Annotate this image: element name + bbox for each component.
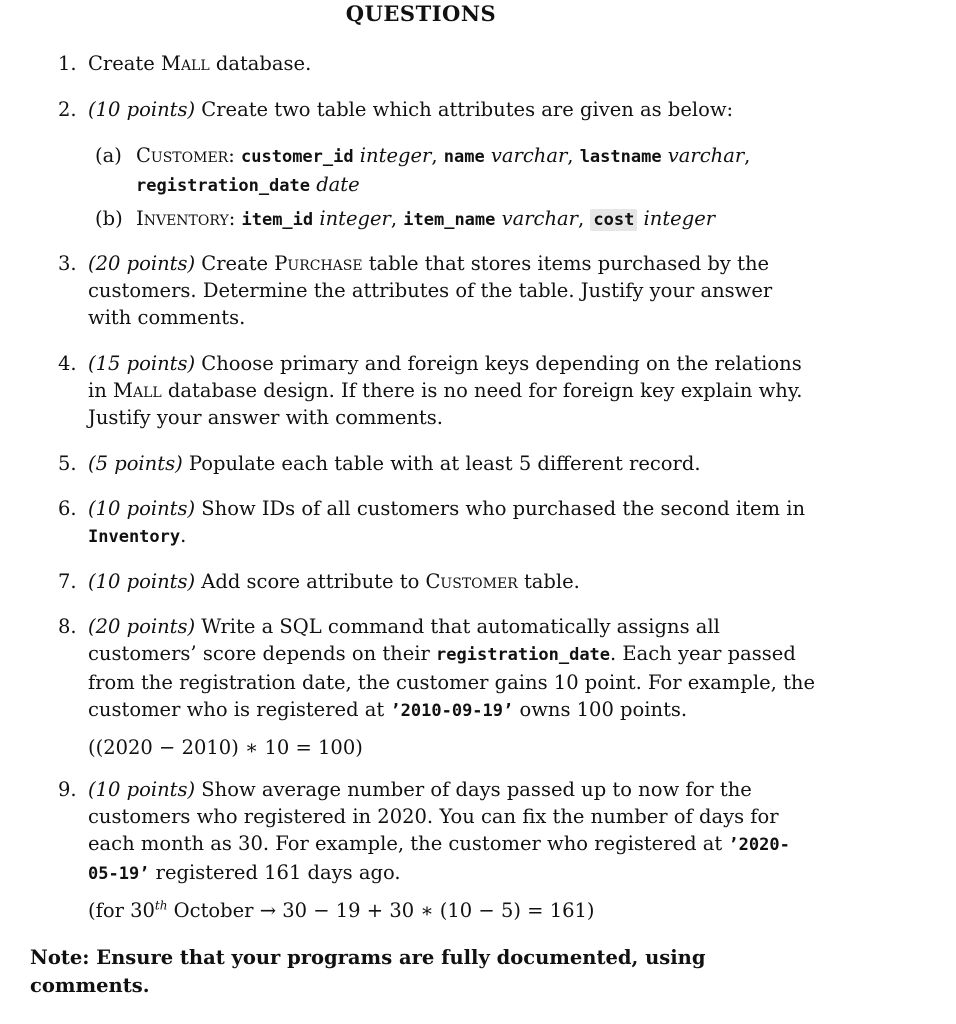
points-label: (10 points) — [88, 778, 196, 801]
points-label: (10 points) — [88, 570, 196, 593]
question-number: 6. — [58, 497, 77, 520]
table-name: Purchase — [274, 252, 363, 275]
separator: , — [431, 144, 444, 167]
question-text: registered 161 days ago. — [149, 861, 401, 884]
subquestion-label: (b) — [95, 207, 123, 230]
question-text: table that stores items purchased by the customers. Determine the attributes of the table. Justify your answer with comments. — [88, 252, 773, 329]
points-label: (10 points) — [88, 497, 196, 520]
question-text: table. — [517, 570, 580, 593]
field-type: varchar — [661, 144, 745, 167]
question-3 — [58, 250, 818, 331]
question-number: 4. — [58, 352, 77, 375]
formula — [88, 897, 818, 924]
subquestion-label: (a) — [95, 144, 122, 167]
punctuation: . — [180, 524, 187, 547]
field-name: customer_id — [241, 147, 354, 167]
table-name: Customer — [425, 570, 518, 593]
question-4 — [58, 350, 818, 431]
note-text: Ensure that your programs are fully documented, using comments. — [30, 946, 706, 997]
separator: , — [390, 207, 404, 230]
field-name: registration_date — [136, 176, 310, 196]
note-label: Note: — [30, 946, 90, 969]
formula: ((2020 − 2010) ∗ 10 = 100) — [88, 736, 363, 759]
note — [30, 944, 820, 1000]
database-name: Mall — [160, 52, 210, 75]
question-number: 5. — [58, 452, 77, 475]
question-2 — [58, 96, 818, 123]
field-type: varchar — [495, 207, 578, 230]
question-text: . Each year passed from the registration date, the customer gains 10 point. For example, the customer who is registered at — [88, 642, 816, 721]
question-6 — [58, 495, 818, 551]
field-type: varchar — [484, 144, 568, 167]
field-type: date — [310, 173, 360, 196]
question-number: 8. — [58, 615, 77, 638]
separator: : — [228, 207, 242, 230]
field-name-highlighted: cost — [590, 209, 637, 231]
question-text: Write a SQL command that automatically assigns all customers’ score depends on their — [88, 615, 720, 665]
table-name: Customer — [136, 144, 229, 167]
question-text: database design. If there is no need for foreign key explain why. Justify your answer with comments. — [88, 379, 803, 429]
question-5 — [58, 450, 818, 477]
question-8 — [58, 613, 818, 761]
question-9 — [58, 776, 818, 924]
formula-part: October → 30 − 19 + 30 ∗ (10 − 5) = 161) — [167, 899, 595, 922]
question-text: Create — [88, 52, 161, 75]
formula-part: (for 30 — [88, 899, 155, 922]
question-number: 1. — [58, 52, 77, 75]
question-7 — [58, 568, 818, 595]
question-number: 2. — [58, 98, 77, 121]
question-text: database. — [209, 52, 312, 75]
question-text: Show IDs of all customers who purchased the second item in — [195, 497, 806, 520]
code-inline: ’2010-09-19’ — [390, 701, 514, 721]
field-type: integer — [637, 207, 716, 230]
subquestion-b — [95, 205, 835, 234]
formula-superscript: th — [154, 898, 168, 913]
field-name: registration_date — [436, 645, 611, 665]
field-name: item_name — [403, 210, 496, 230]
question-text: Create two table which attributes are given as below: — [195, 98, 734, 121]
points-label: (20 points) — [88, 615, 196, 638]
separator: , — [577, 207, 591, 230]
separator: , — [744, 144, 751, 167]
question-number: 7. — [58, 570, 77, 593]
page-title: QUESTIONS — [345, 1, 497, 26]
points-label: (15 points) — [88, 352, 196, 375]
question-text: Populate each table with at least 5 different record. — [182, 452, 701, 475]
code-inline: Inventory — [88, 527, 181, 547]
question-1 — [58, 50, 818, 77]
points-label: (20 points) — [88, 252, 196, 275]
question-text: owns 100 points. — [513, 698, 688, 721]
field-name: item_id — [241, 210, 314, 230]
database-name: Mall — [113, 379, 162, 402]
question-text: Show average number of days passed up to now for the customers who registered in 2020. You can fix the number of days for each month as 30. For example, the customer who registered at — [88, 778, 779, 855]
field-name: name — [443, 147, 485, 167]
code-inline: ’2020-05-19’ — [88, 835, 790, 884]
separator: , — [567, 144, 580, 167]
question-text: Create — [195, 252, 275, 275]
question-number: 3. — [58, 252, 77, 275]
points-label: (10 points) — [88, 98, 196, 121]
field-type: integer — [353, 144, 432, 167]
table-name: Inventory — [136, 207, 229, 230]
field-type: integer — [313, 207, 391, 230]
subquestion-a — [95, 142, 835, 200]
question-text: Choose primary and foreign keys depending on the relations in — [88, 352, 802, 402]
field-name: lastname — [579, 147, 662, 167]
question-text: Add score attribute to — [195, 570, 426, 593]
question-number: 9. — [58, 778, 77, 801]
separator: : — [228, 144, 242, 167]
points-label: (5 points) — [88, 452, 183, 475]
